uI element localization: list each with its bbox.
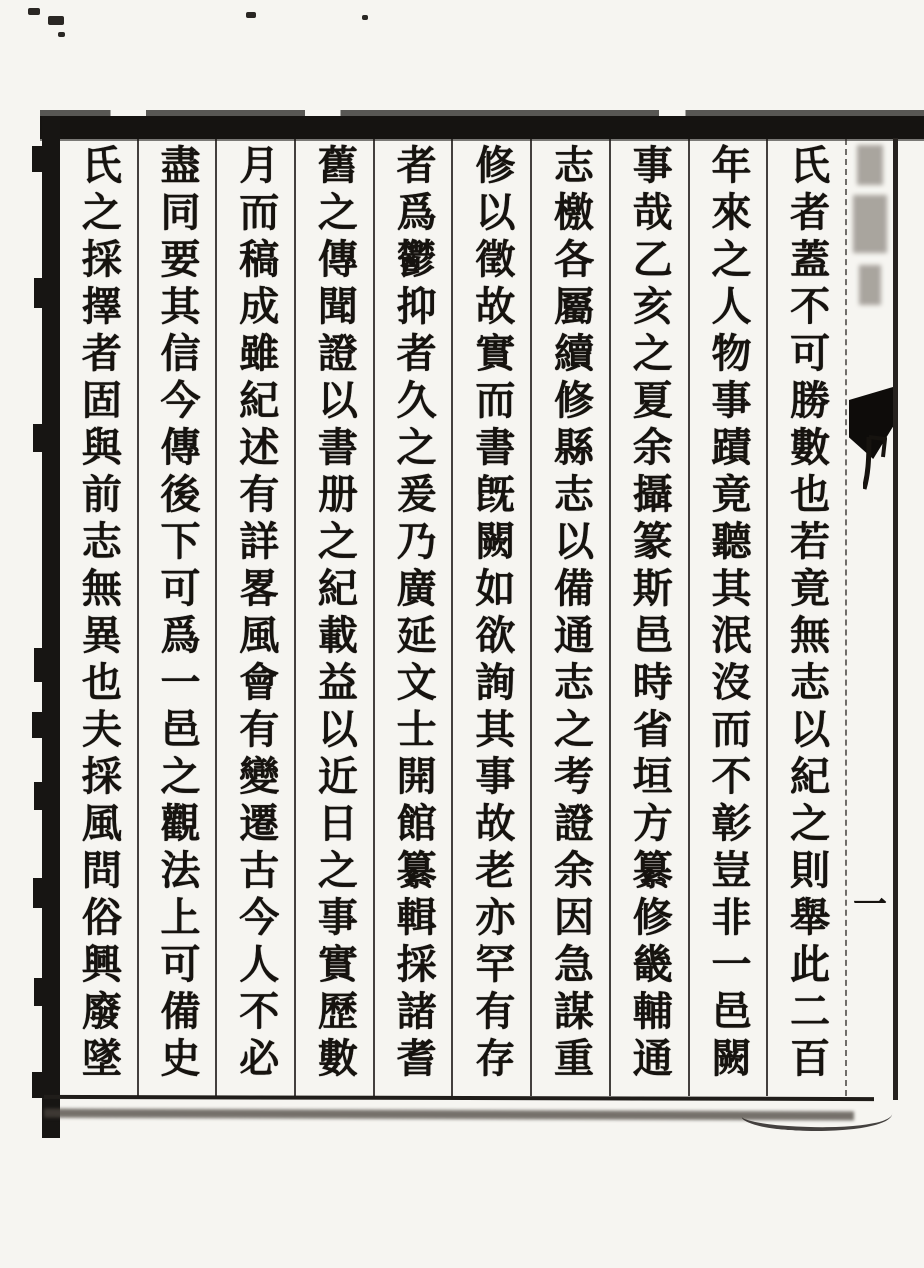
- border-ink-tick: [34, 782, 44, 810]
- text-column: [294, 139, 373, 1096]
- frame-bottom-smudge: [44, 1109, 854, 1121]
- running-title-smudge: [853, 195, 887, 253]
- column-text: 氏者蓋不可勝數也若竟無志以紀之則舉此二百: [784, 144, 830, 1084]
- column-text: 年來之人物事蹟竟聽其泯沒而不彰豈非一邑闕: [705, 144, 751, 1084]
- border-ink-tick: [33, 424, 44, 452]
- margin-column: [845, 139, 893, 1096]
- noise-speck: [48, 16, 64, 25]
- text-column: [530, 139, 609, 1096]
- running-title-smudge: [857, 145, 883, 185]
- text-column: [451, 139, 530, 1096]
- noise-speck: [28, 8, 40, 15]
- frame-left-border: [42, 116, 60, 1138]
- page-number: 一: [853, 887, 887, 924]
- running-title-smudge: [859, 265, 881, 305]
- frame-top-border: [40, 116, 924, 139]
- border-ink-tick: [34, 278, 44, 308]
- text-column: [137, 139, 216, 1096]
- noise-speck: [362, 15, 368, 20]
- border-ink-tick: [32, 1072, 44, 1098]
- column-text: 修以徵故實而書旣闕如欲詢其事故老亦罕有存: [469, 144, 515, 1084]
- column-text: 盡同要其信今傳後下可爲一邑之觀法上可備史: [155, 144, 201, 1084]
- column-text: 志檄各屬續修縣志以備通志之考證余因急謀重: [548, 144, 594, 1084]
- text-column: [766, 139, 845, 1096]
- column-text: 月而稿成雖紀述有詳畧風會有變遷古今人不必: [233, 144, 279, 1084]
- column-text: 氏之採擇者固與前志無異也夫採風問俗興廢墜: [76, 144, 122, 1084]
- text-column: [373, 139, 452, 1096]
- border-ink-tick: [34, 648, 44, 682]
- column-text: 者爲鬱抑者久之爰乃廣延文士開館纂輯採諸耆: [391, 144, 437, 1084]
- text-column: [60, 139, 137, 1096]
- text-column: [688, 139, 767, 1096]
- border-ink-tick: [32, 712, 44, 738]
- partial-glyph-mark: [863, 435, 887, 491]
- text-column: [215, 139, 294, 1096]
- border-ink-tick: [32, 146, 44, 172]
- column-text: 事哉乙亥之夏余攝篆斯邑時省垣方纂修畿輔通: [627, 144, 673, 1084]
- text-block: [60, 139, 893, 1096]
- border-ink-tick: [33, 878, 44, 908]
- column-text: 舊之傳聞證以書册之紀載益以近日之事實歷數: [312, 144, 358, 1084]
- noise-speck: [58, 32, 65, 37]
- border-ink-tick: [34, 978, 44, 1006]
- frame-right-border: [893, 138, 898, 1100]
- text-column: [609, 139, 688, 1096]
- noise-speck: [246, 12, 256, 18]
